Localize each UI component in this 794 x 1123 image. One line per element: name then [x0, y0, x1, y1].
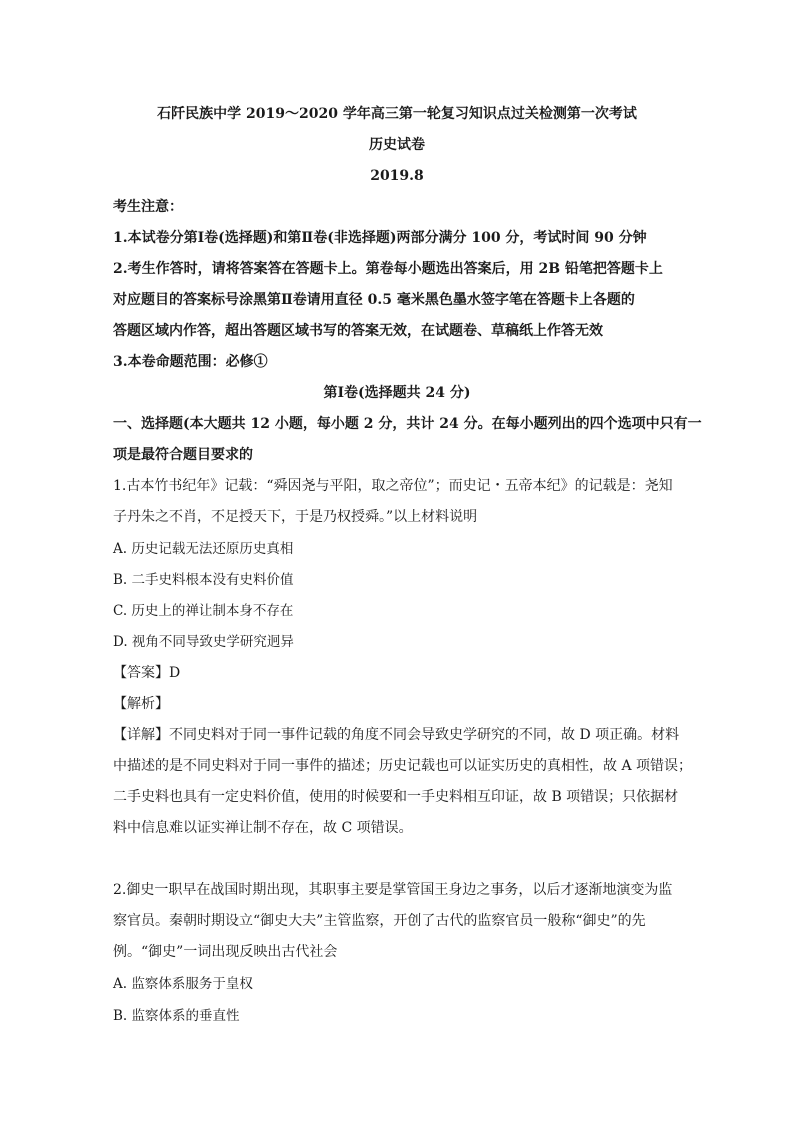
option-c: C. 历史上的禅让制本身不存在 — [113, 603, 294, 619]
section-instructions: 一、选择题(本大题共 12 小题，每小题 2 分，共计 24 分。在每小题列出的四个选项中只有一 — [113, 416, 702, 432]
explanation-text: 二手史料也具有一定史料价值，使用的时候要和一手史料相互印证，故 B 项错误；只依据材 — [113, 789, 679, 805]
notice-item: 1.本试卷分第Ⅰ卷(选择题)和第Ⅱ卷(非选择题)两部分满分 100 分，考试时间 90 分钟 — [113, 230, 647, 246]
notice-item: 对应题目的答案标号涂黑第Ⅱ卷请用直径 0.5 毫米黑色墨水签字笔在答题卡上各题的 — [113, 292, 635, 308]
notice-item: 3.本卷命题范围：必修① — [113, 354, 268, 370]
explanation-text: 料中信息难以证实禅让制不存在，故 C 项错误。 — [113, 820, 413, 836]
exam-date: 2019.8 — [370, 168, 424, 184]
notice-item: 答题区域内作答，超出答题区域书写的答案无效，在试题卷、草稿纸上作答无效 — [113, 323, 603, 339]
answer-label: 【答案】D — [113, 665, 181, 681]
option-b: B. 监察体系的垂直性 — [113, 1008, 240, 1024]
question-stem: 1.古本竹书纪年》记载：“舜因尧与平阳，取之帝位”；而史记・五帝本纪》的记载是：尧知 — [113, 478, 673, 494]
exam-title: 石阡民族中学 2019～2020 学年高三第一轮复习知识点过关检测第一次考试 — [157, 106, 637, 122]
notice-item: 2.考生作答时，请将答案答在答题卡上。第卷每小题选出答案后，用 2B 铅笔把答题卡上 — [113, 261, 663, 277]
option-a: A. 监察体系服务于皇权 — [113, 976, 253, 992]
explanation-text: 中描述的是不同史料对于同一事件的描述；历史记载也可以证实历史的真相性，故 A 项错误； — [113, 758, 693, 774]
option-d: D. 视角不同导致史学研究迥异 — [113, 634, 294, 650]
question-stem: 子丹朱之不肖，不足授天下，于是乃权授舜。”以上材料说明 — [113, 509, 478, 525]
question-stem: 察官员。秦朝时期设立“御史大夫”主管监察，开创了古代的监察官员一般称“御史”的先 — [113, 913, 646, 929]
section-title: 第Ⅰ卷(选择题共 24 分) — [323, 385, 471, 401]
analysis-label: 【解析】 — [113, 696, 169, 712]
notice-heading: 考生注意： — [113, 199, 183, 215]
explanation-text: 【详解】不同史料对于同一事件记载的角度不同会导致史学研究的不同，故 D 项正确。材料 — [113, 727, 680, 743]
option-b: B. 二手史料根本没有史料价值 — [113, 572, 294, 588]
question-stem: 例。“御史”一词出现反映出古代社会 — [113, 944, 338, 960]
question-stem: 2.御史一职早在战国时期出现，其职事主要是掌管国王身边之事务，以后才逐渐地演变为监 — [113, 882, 673, 898]
section-instructions: 项是最符合题目要求的 — [113, 447, 253, 463]
option-a: A. 历史记载无法还原历史真相 — [113, 541, 294, 557]
subject-title: 历史试卷 — [369, 137, 425, 153]
